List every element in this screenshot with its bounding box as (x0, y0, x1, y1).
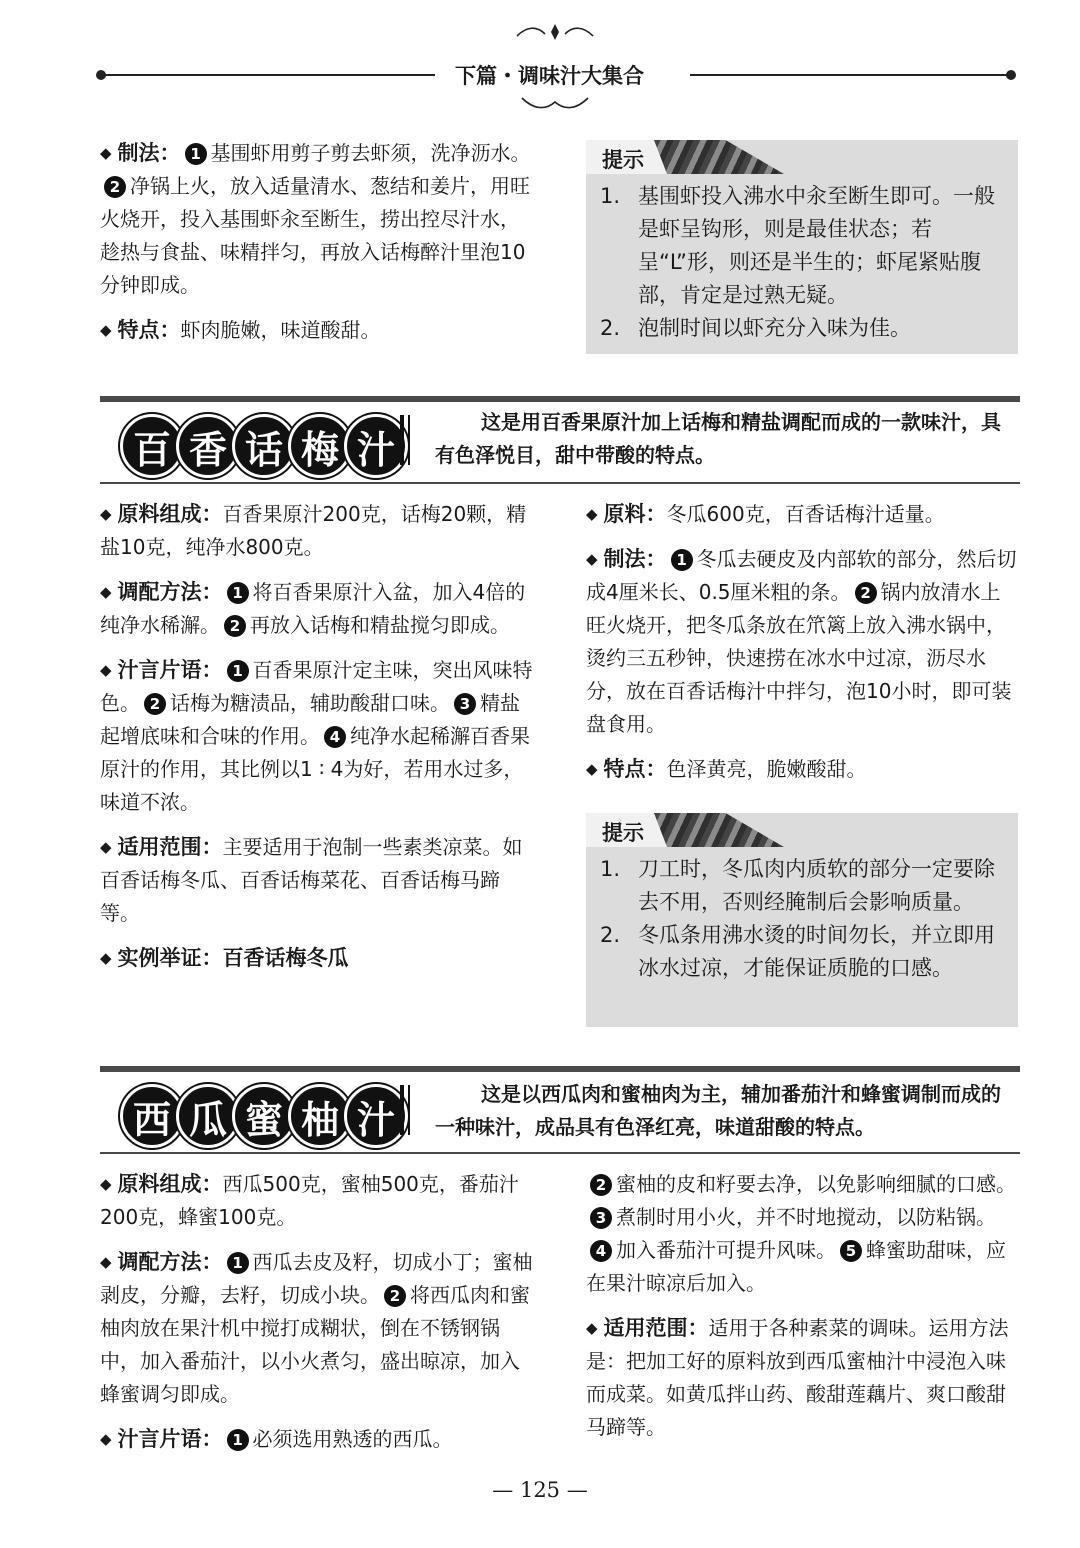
diamond-icon: ◆ (100, 1430, 112, 1448)
s2-scope: ◆ 适用范围：适用于各种素菜的调味。运用方法是：把加工好的原料放到西瓜蜜柚汁中浸泡入味而成菜。如黄瓜拌山药、酸甜莲藕片、爽口酸甜马蹄等。 (586, 1312, 1020, 1444)
tip-item: 1. 刀工时，冬瓜肉内质软的部分一定要除去不用，否则经腌制后会影响质量。 (600, 857, 995, 914)
section2-rule-top (100, 1066, 1020, 1072)
circled-number-icon: 4 (590, 1240, 612, 1262)
tip-item: 2. 冬瓜条用沸水烫的时间勿长，并立即用冰水过凉，才能保证质脆的口感。 (600, 923, 995, 980)
tip-box-section1 (586, 813, 1018, 1027)
section1-bar (400, 415, 404, 465)
diamond-icon: ◆ (100, 505, 112, 523)
tip-list (600, 853, 1006, 985)
ornament-bottom (520, 94, 590, 112)
top-feature: ◆ 特点：虾肉脆嫩，味道酸甜。 (100, 314, 535, 347)
top-method: ◆ 制法： 1 基围虾用剪子剪去虾须，洗净沥水。2 净锅上火，放入适量清水、葱结和姜片，用旺火烧开，投入基围虾汆至断生，捞出控尽汁水，趁热与食盐、味精拌匀，再放入话梅醉汁里泡10分钟即成。 (100, 137, 535, 302)
section1-intro: 这是用百香果原汁加上话梅和精盐调配而成的一款味汁，具有色泽悦目，甜中带酸的特点。 (435, 410, 1001, 467)
section1-left-column (100, 498, 535, 975)
diamond-icon: ◆ (100, 321, 112, 339)
diamond-icon: ◆ (100, 1253, 112, 1271)
diamond-icon: ◆ (586, 550, 598, 568)
tip-stripe (654, 813, 784, 847)
section1-rule-bottom (100, 482, 1020, 484)
section2-intro: 这是以西瓜肉和蜜柚肉为主，辅加番茄汁和蜂蜜调制而成的一种味汁，成品具有色泽红亮，味道甜酸的特点。 (435, 1082, 1001, 1139)
s1-ingredients: ◆ 原料组成：百香果原汁200克，话梅20颗，精盐10克，纯净水800克。 (100, 498, 535, 564)
tip-stripe (654, 140, 784, 174)
diamond-icon: ◆ (586, 1319, 598, 1337)
s1-scope: ◆ 适用范围：主要适用于泡制一些素类凉菜。如百香话梅冬瓜、百香话梅菜花、百香话梅马蹄等。 (100, 831, 535, 930)
tip-item: 2. 泡制时间以虾充分入味为佳。 (600, 316, 911, 340)
circled-number-icon: 3 (454, 693, 476, 715)
circled-number-icon: 1 (227, 1252, 249, 1274)
circled-number-icon: 1 (227, 582, 249, 604)
s1-method: ◆ 调配方法： 1 将百香果原汁入盆，加入4倍的纯净水稀澥。 2 再放入话梅和精盐搅匀即成。 (100, 576, 535, 642)
page-number: — 125 — (492, 1478, 588, 1502)
tip-title: 提示 (602, 148, 644, 172)
section1-rule-top (100, 396, 1020, 402)
section2-bar-thin (408, 1085, 410, 1135)
circled-number-icon: 2 (590, 1174, 612, 1196)
diamond-icon: ◆ (100, 661, 112, 679)
top-left-column (100, 137, 535, 347)
circled-number-icon: 5 (840, 1240, 862, 1262)
header-rule-right (690, 74, 1010, 76)
circled-number-icon: 1 (671, 549, 693, 571)
tip-title: 提示 (602, 821, 644, 845)
tip-box-top (586, 140, 1018, 354)
circled-number-icon: 2 (144, 693, 166, 715)
diamond-icon: ◆ (100, 949, 112, 967)
section1-title: 百 香 话 梅 汁 (120, 414, 400, 478)
diamond-icon: ◆ (100, 583, 112, 601)
circled-number-icon: 1 (227, 660, 249, 682)
circled-number-icon: 1 (227, 1429, 249, 1451)
circled-number-icon: 2 (384, 1285, 406, 1307)
section1-bar-thin (408, 415, 410, 465)
circled-number-icon: 2 (855, 582, 877, 604)
tip-item: 1. 基围虾投入沸水中汆至断生即可。一般是虾呈钩形，则是最佳状态；若呈“L”形，则还是半生的；虾尾紧贴腹部，肯定是过熟无疑。 (600, 184, 995, 307)
circled-number-icon: 2 (104, 176, 126, 198)
circled-number-icon: 2 (224, 615, 246, 637)
section2-title: 西 瓜 蜜 柚 汁 (120, 1084, 400, 1148)
section2-left-column (100, 1168, 535, 1456)
diamond-icon: ◆ (100, 1175, 112, 1193)
circled-number-icon: 4 (324, 726, 346, 748)
running-head: 下篇・调味汁大集合 (455, 64, 644, 88)
s1-raw: ◆ 原料：冬瓜600克，百香话梅汁适量。 (586, 498, 1020, 531)
ornament-top (515, 22, 595, 44)
s2-ingredients: ◆ 原料组成：西瓜500克，蜜柚500克，番茄汁200克，蜂蜜100克。 (100, 1168, 535, 1234)
s1-notes: ◆ 汁言片语： 1 百香果原汁定主味，突出风味特色。 2 话梅为糖渍品，辅助酸甜口味。 3 精盐起增底味和合味的作用。 4 纯净水起稀澥百香果原汁的作用，其比例以1 ∶ 4为好，若用水过多，味道不浓。 (100, 654, 535, 819)
section2-right-column (586, 1168, 1020, 1444)
header-dot-left (96, 70, 106, 80)
s1-right-method: ◆ 制法： 1 冬瓜去硬皮及内部软的部分，然后切成4厘米长、0.5厘米粗的条。 2 锅内放清水上旺火烧开，把冬瓜条放在笊篱上放入沸水锅中，烫约三五秒钟，快速捞在冰水中过凉，沥尽水分，放在百香话梅汁中拌匀，泡10小时，即可装盘食用。 (586, 543, 1020, 741)
diamond-icon: ◆ (100, 838, 112, 856)
s2-notes-cont: 2 蜜柚的皮和籽要去净，以免影响细腻的口感。3 煮制时用小火，并不时地搅动，以防粘锅。4 加入番茄汁可提升风味。 5 蜂蜜助甜味，应在果汁晾凉后加入。 (586, 1172, 1016, 1295)
s1-right-feature: ◆ 特点：色泽黄亮，脆嫩酸甜。 (586, 753, 1020, 786)
tip-list (600, 180, 1006, 345)
diamond-icon: ◆ (586, 505, 598, 523)
s1-example: ◆ 实例举证：百香话梅冬瓜 (100, 942, 535, 975)
header-dot-right (1006, 70, 1016, 80)
header-rule-left (100, 74, 435, 76)
section1-right-column (586, 498, 1020, 786)
s2-notes: ◆ 汁言片语： 1 必须选用熟透的西瓜。 (100, 1423, 535, 1456)
section2-bar (400, 1085, 404, 1135)
section2-rule-bottom (100, 1152, 1020, 1154)
s2-method: ◆ 调配方法： 1 西瓜去皮及籽，切成小丁；蜜柚剥皮，分瓣，去籽，切成小块。 2 将西瓜肉和蜜柚肉放在果汁机中搅打成糊状，倒在不锈钢锅中，加入番茄汁，以小火煮匀，盛出晾凉，加入蜂蜜调匀即成。 (100, 1246, 535, 1411)
circled-number-icon: 3 (590, 1207, 612, 1229)
circled-number-icon: 1 (185, 143, 207, 165)
diamond-icon: ◆ (100, 144, 112, 162)
diamond-icon: ◆ (586, 760, 598, 778)
